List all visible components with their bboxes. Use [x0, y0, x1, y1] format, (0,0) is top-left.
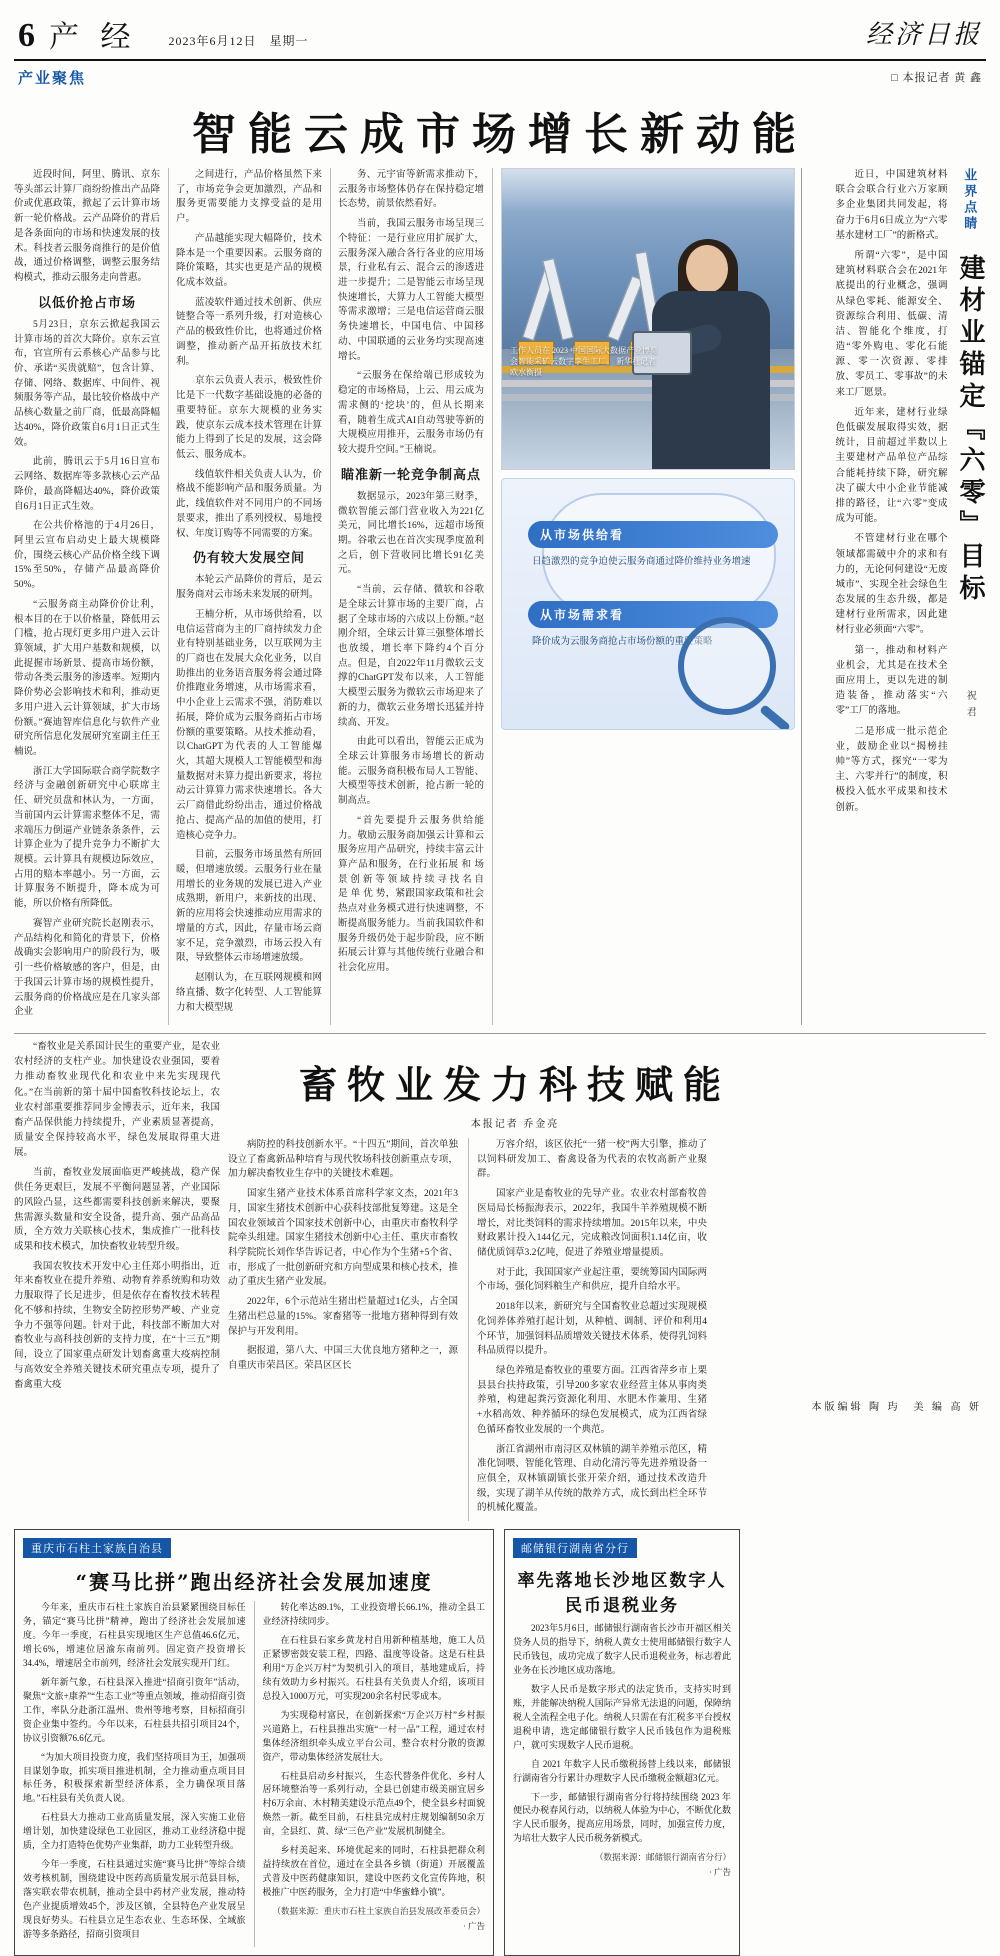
- box-left-column-1: [23, 1601, 246, 1947]
- mid-feature-column-2: [228, 1138, 458, 1521]
- box-right-title: 率先落地长沙地区数字人民币退税业务: [517, 1571, 727, 1617]
- paragraph: 数字人民币是数字形式的法定货币，支持实时到账，并能解决纳税人国际产异常无法退的问题，保障纳税人全流程全电子化。纳税人只需在有汇税多平台授权退税申请，选定邮储银行数字人民币钱包作为退税账户，就可实现数字人民币退税。: [513, 1683, 731, 1750]
- paragraph: 所谓“六零”，是中国建筑材料联合会在2021年底提出的行业概念，强调从绿色零耗、能源安全、资源综合利用、低碳、清洁、智能化个维度，打造“零外购电、零化石能源、零一次资源、零排放、零员工、零事故”的未来工厂愿景。: [835, 250, 948, 398]
- paragraph: 2022年，6个示范站生猪出栏量超过1亿头，占全国生猪出栏总量的15%。家畜猪等一批地方猪种得到有效保护与开发利用。: [228, 1297, 458, 1337]
- paragraph: 之间进行，产品价格虽然下来了，市场竞争会更加激烈，产品和服务更需要能力支撑受益的是用户。: [176, 170, 322, 225]
- mid-feature: [14, 1040, 986, 1521]
- paragraph: 二是形成一批示范企业，鼓励企业以“揭榜挂帅”等方式，探究“一零为主、六零并行”的制度，积极投入低水平成果和技术创新。: [835, 726, 948, 813]
- box-shizhu: [14, 1529, 494, 1956]
- paragraph: 在公共价格池的于4月26日，阿里云宣布启动史上最大规模降价，围绕云核心产品价格全线下调15%至50%，存储产品最高降价50%。: [14, 521, 160, 591]
- feature-column-2: [168, 168, 322, 1025]
- photo-highlight: [502, 169, 794, 213]
- paragraph: 蓝凌软件通过技术创新、供应链整合等一系列升级，打对造核心产品的极致性价比，也将通过价格调整，推动新产品开拓放技术红利。: [176, 297, 322, 367]
- paragraph: 为实现稳村富民，在创新探索“万企兴万村”乡村振兴道路上，石柱县推出实施“一村一品”工程，通过农村集体经济组织牵头成立平台公司，整合农村分散的资源资产，带动集体经济发展壮大。: [262, 1709, 485, 1762]
- paragraph: 线值软件相关负责人认为，价格战不能影响产品和服务质量。为此，线值软件对不同用户的不同场景要求，推出了系列授权、易地授权、年度订购等不同需要的方案。: [176, 469, 322, 539]
- paragraph: 当前，我国云服务市场呈现三个特征：一是行业应用扩展扩大，云服务深入融合各行各业的应用场景，行业私有云、混合云的渗透进进一步提升；二是智能云市场呈现快速增长，大算力人工智能大模型等需求激增；三是电信运营商云服务快速增长，中国电信、中国移动、中国联通的云业务均实现高速增长。: [338, 219, 484, 362]
- paragraph: “首先要提升云服务供给能力。敬励云服务商加强云计算和云服务应用产品研究，持续丰富云计算产品和服务，在行业拓展 和 场 景 创 新 等 领 域 持 续 寻 找 名 自 是 单 优 势，紧跟国家政策和社会热点对业务模式进行快速调整，不断提高服务能力。当前我国软件和服务升级仍处于起步阶段，应不断拓展云计算与其他传统行业融合和社会化应用。: [338, 815, 484, 974]
- box-left-ad-label: · 广告: [463, 1921, 485, 1932]
- feature-media: [492, 168, 793, 1025]
- magnifier-icon: [678, 617, 776, 715]
- page-footer: 本版编辑 陶 玙 美 编 高 妍: [811, 1402, 982, 1413]
- bottom-right-spacer: [750, 1529, 950, 1956]
- paragraph: 赛智产业研究院长赵刚表示，产品结构化和简化的背景下，价格战确实会影响用户的阶段行为，吸引一些价格敏感的客户，但是，由于我国云计算市场的规模性提升，云服务商的价格战应是在几家头部企业: [14, 918, 160, 1018]
- feature-subhead-3: 瞄准新一轮竞争制高点: [340, 466, 481, 482]
- paragraph: 本轮云产品降价的背后，是云服务商对云市场未来发展的研判。: [176, 575, 322, 601]
- feature-header: [14, 61, 986, 162]
- paragraph: 万容介绍，该区依托“一猪一校”两大引擎，推动了以饲料研发加工、畜禽设备为代表的农牧高新产业聚群。: [477, 1139, 707, 1180]
- paragraph: 今年来，重庆市石柱土家族自治县紧紧围绕目标任务，锚定“赛马比拼”精神，跑出了经济社会发展加速度。今年一季度，石柱县实现地区生产总值46.6亿元，增长6%，增速位居渝东南前列。固定资产投资增长34.4%，增速居全市前列，经济社会发展实现开门红。: [23, 1602, 246, 1668]
- bottom-boxes: [14, 1529, 986, 1956]
- paragraph: 国家生猪产业技术体系首席科学家文杰，2021年3月，国家生猪技术创新中心获科技部批复筹建。这是全国农业领域首个国家技术创新中心，由重庆市畜牧科学院牵头组建。国家生猪技术创新中心主任、重庆市畜牧科学院院长刘作华告诉记者，中心作为个生猪+5个省、市，形成了一批创新研究和方向型成果和核心技术，推动了重庆生猪产业发展。: [228, 1189, 458, 1288]
- publication-date: 2023年6月12日 星期一: [168, 34, 309, 48]
- box-right-column: [513, 1622, 731, 1879]
- paragraph: 近日，中国建筑材料联合会联合行业六万家顾多企业集团共同发起，将奋力于6月6日成立为“六零基水建材工厂”的新格式。: [835, 170, 948, 241]
- box-psbc: [504, 1529, 740, 1956]
- paragraph: “云服务在保给端已形成较为稳定的市场格局，上云、用云成为需求侧的‘挖块’的，但从长期来看，随着生成式AI自动驾驶等新的大规模应用推开，云服务市场仍有较大提升空间。”王楠说。: [338, 371, 484, 455]
- feature-subhead-2: 仍有较大发展空间: [192, 550, 305, 566]
- mid-feature-byline: 本报记者 乔金亮: [470, 1118, 560, 1130]
- mid-feature-main: [228, 1040, 802, 1521]
- worker-body: [652, 291, 770, 470]
- paragraph: 产品越能实现大幅降价，技术降本是一个重要因素。云服务商的降价策略，其实也更是产品的规模化成本效益。: [176, 233, 322, 289]
- feature-column-3: [330, 168, 484, 1025]
- paragraph: 我国农牧技术开发中心主任郑小明指出，近年来畜牧业在提升养殖、动物育养系统购和功效力服取得了长足进步，但是依存在畜牧技术转程化不够和持续，生物安全防控形势严峻、产业竞争力不强等问题。针对于此，科技部不断加大对畜牧业与高科技创新的支持力度，在“十三五”期间，设立了国家重点研发计划畜禽重大疫病控制与高效安全养殖关键技术研究重点专项，提升了畜禽重大疫: [14, 1261, 220, 1390]
- feature-kicker: 产业聚焦: [18, 71, 87, 87]
- feature-subhead-1: 以低价抢占市场: [37, 294, 136, 310]
- box-right-ad-label: · 广告: [709, 1867, 731, 1878]
- paragraph: 此前，腾讯云于5月16日宣布云网络、数据库等多款核心云产品降价，最高降幅达40%，降价政策自6月1日正式生效。: [14, 457, 160, 512]
- worker-head: [686, 245, 728, 293]
- paragraph: 近年来，建材行业绿色低碳发展取得实效，据统计，目前超过半数以上主要建材产品单位产品综合能耗持续下降，研究解决了碳大中小企业节能减排的路径，让“六零”变成成为可能。: [835, 407, 948, 525]
- industry-comment-title: 建材业锚定『六零』目标: [955, 254, 985, 606]
- paper-name: 经济日报: [865, 20, 982, 50]
- feature-headline: 智能云成市场增长新动能: [192, 109, 808, 160]
- paragraph: 自 2021 年数字人民币缴税扬替上线以来，邮储银行湖南省分行累计办理数字人民币缴税金额超3亿元。: [513, 1758, 731, 1783]
- paragraph: 转化率达89.1%，工业投资增长66.1%，推动全县工业经济持续同步。: [262, 1602, 485, 1627]
- feature-column-1: [14, 168, 160, 1025]
- infographic-text-demand: 降价成为云服务商抢占市场份额的重要策略: [532, 637, 713, 647]
- masthead: [14, 0, 986, 61]
- paragraph: 第一，推动和材料产业机会，尤其是在技术全面应用上，更以先进的制造装备，推动落实“六零”工厂的落地。: [835, 645, 948, 717]
- paragraph: 下一步，邮储银行湖南省分行将持续围绕 2023 年便民办税春风行动，以纳税人体验为中心，不断优化数字人民币服务，提高应用场景，同时，加强宣传力度，为培壮大数字人民币税务新模式。: [513, 1791, 731, 1844]
- infographic-pill-demand: 从市场需求看: [528, 601, 778, 628]
- paragraph: 据报道，第八大、中国三大优良地方猪种之一，源自重庆市荣昌区。荣昌区区长: [228, 1346, 458, 1372]
- box-left-column-2: [254, 1601, 486, 1947]
- paragraph: 国家产业是畜牧业的先导产业。农业农村部畜牧兽医局局长杨振海表示，2022年，我国牛羊养殖规模不断增长，对比类饲料的需求持续增加。2015年以来，中央财政累计投入144亿元，完成粮改饲面积1.14亿亩，收储优质饲草3.2亿吨，促进了养殖业增量提质。: [477, 1189, 707, 1258]
- industry-comment-column: [801, 168, 986, 1025]
- paragraph: 赵刚认为，在互联网规模和网络直播、数字化转型、人工智能算力和大模型规: [176, 973, 322, 1013]
- paragraph: “为加大项目投资力度，我们坚持项目为王，加强项目谋划争取，抓实项目推进机制，全力推动重点项目目标任务，积极探索新型经济体系，全力确保项目落地。”石柱县有关负责人说。: [23, 1751, 246, 1804]
- paragraph: 石柱县大力推动工业高质量发展，深入实施工业倍增计划，加快建设绿色工业园区，推动工业经济稳中提质，全力打造特色优势产业集群，助力工业转型升级。: [23, 1812, 246, 1851]
- box-left-title: “赛马比拼”跑出经济社会发展加速度: [75, 1570, 433, 1595]
- infographic-text-supply: 日趋激烈的竞争迫使云服务商通过降价维持业务增速: [532, 557, 751, 567]
- section-name: 产 经: [49, 20, 137, 55]
- paragraph: 由此可以看出，智能云正成为全球云计算服务市场增长的新动能。云服务商积极布局人工智能、大模型等技术创新，抢占新一轮的制高点。: [338, 737, 484, 807]
- infographic-card: [501, 478, 795, 730]
- page-number: 6: [18, 17, 35, 54]
- mid-feature-lead-column: [14, 1040, 220, 1521]
- paragraph: 新年新气象，石柱县深入推进“招商引资年”活动，聚焦“文旅+康养”“生态工业”等重点领域，推动招商引资工作，率队分赴浙江温州、贵州等地考察，目标招商引资企业集中签约。今年以来，石柱县共招引项目24个，协议引资额76.6亿元。: [23, 1676, 246, 1743]
- box-left-source: （数据来源：重庆市石柱土家族自治县发展改革委员会）: [272, 1905, 485, 1916]
- paragraph: 2023年5月6日，邮储银行湖南省长沙市开福区相关贷务人员的指导下，纳税人黄女士使用邮储银行数字人民币钱包，成功完成了数字人民币退税业务，标志着此业务在长沙地区成功落地。: [513, 1623, 731, 1676]
- paragraph: 2018年以来，新研究与全国畜牧业总超过实现规模化饲养体养殖打起计划，从种植、调制、评价和利用4个环节，加强饲料品质增效关键技术体系，使得乳饲料科品质得以提升。: [477, 1302, 707, 1357]
- paragraph: 今年一季度，石柱县通过实施“赛马比拼”等综合绩效考核机制，围绕建设中医药高质量发展示范县目标，落实联农带农机制，推动全县中药材产业发展，推动特色产业提质增效45个，涉及区镇，全县特色产业发展呈现良好势头。石柱县立足生态农业、生态环保、全域旅游等多条路径，招商引资项目: [23, 1859, 246, 1939]
- box-right-source: （数据来源：邮储银行湖南省分行）: [594, 1852, 731, 1863]
- paragraph: 绿色养殖是畜牧业的重要方面。江西省萍乡市上栗县县台扶持政策，引导200多家农业经营主体从事肉类养殖，构建起粪污资源化利用、水肥木作兼用、生猪+水稻高效、种养循环的绿色发展模式，成为江西省绿色循环畜牧业发展的一个典范。: [477, 1366, 707, 1435]
- paragraph: 近段时间，阿里、腾讯、京东等头部云计算厂商纷纷推出产品降价或优惠政策，掀起了云计算市场新一轮价格战。云产品降价的背后是各条面向的市场和快速发展的技术。科技者云服务商推行的是价值战，通过价格调整，调整云服务结构模式，推动云服务走向普惠。: [14, 170, 160, 284]
- paragraph: 病防控的科技创新水平。“十四五”期间，首次单独设立了畜禽新品种培育与现代牧场科技创新重点专项，加力解决畜牧业生存中的关键技术难题。: [228, 1139, 458, 1180]
- paragraph: 王楠分析，从市场供给看，以电信运营商为主的厂商持续发力企业有特别基础业务，以互联网为主的厂商也在发展大众化业务，以自助推出的业务语音服务将会通过降价推跑业务增速，从市场需求看，中小企业上云需求不强，消防难以拓展，降价成为云服务商拓占市场份额的重要策略。从技术推动看，以ChatGPT为代表的人工智能爆火，其超大规模人工智能模型和海量数据对未算力提出新要求，将拉动云计算算力需求快速增长。各大云厂商借此纷纷出击，通过价格战抢占、提高产品的加值的使用，打造核心竞争力。: [176, 609, 322, 841]
- paragraph: 5月23日，京东云掀起我国云计算市场的首次大降价。京东云宣布，官宣所有云系核心产品参与比价、承诺“买贵就赔”，包含计算、存储、网络、数据库、中间件、视频服务等产品，最比较价格战中产品核心数量之前厂商，低最高降幅达40%，降价政策自6月1日正式生效。: [14, 319, 160, 448]
- feature-byline: □ 本报记者 黄 鑫: [891, 72, 982, 84]
- paragraph: 石柱县启动乡村振兴， 生态代替条件优化、乡村人居环境整治等一系列行动，全县已创建市级美丽宜居乡村6万余亩、木村精美建设示范点49个，使全县乡村面貌焕然一新。截至目前，石柱县完成村庄规划编制50余万亩，全县红、黄、绿“三色产业”发展机制健全。: [262, 1770, 485, 1837]
- infographic-pill-supply: 从市场供给看: [528, 521, 778, 548]
- paragraph: 目前，云服务市场虽然有所回暖，但增速放缓。云服务行业在量用增长的业务规的发展已进入产业成熟期，新用户，来新技的出现、新的应用将会快速推动应用需求的增量的方式，因此，存量市场云商家不足，竞争激烈，市场云投入有限，导致整体云市场增速放缓。: [176, 850, 322, 964]
- paragraph: 乡村美起来、环境优起来的同时，石柱县把群众利益持续放在首位，通过在全县各乡镇（街道）开展覆盖式普及中医药健康知识，建设中医药文化宣传阵地，积极推广中医药服务，全力打造“中华蜜蜂小镇”。: [262, 1845, 485, 1898]
- paragraph: 当前，畜牧业发展面临更严峻挑战，稳产保供任务更艰巨，发展不平衡问题显著，产业国际的风险凸显，这些都需要科技创新来解决，要聚焦需源头数量和安全设备，提升高、强产品高品质，全方效力关联核心技术，集成推广一批科技成果和技术模式，加快畜牧业转型升级。: [14, 1168, 220, 1253]
- feature-body: [14, 168, 986, 1025]
- paragraph: 浙江省湖州市南浔区双林镇的湖羊养殖示范区，精准化饲喂、智能化管理、自动化清污等先进养殖设备一应俱全，双林镇副镇长张开荣介绍，通过技术改造升级，实现了湖羊从传统的散养方式，成长到出栏全环节的机械化覆盖。: [477, 1444, 707, 1514]
- mid-feature-quote: “畜牧业是关系国计民生的重要产业，是农业农村经济的支柱产业。加快建设农业强国，要着力推动畜牧业现代化和农业中来先实现现代化。”在当前新的第十届中国畜牧科技论坛上，农业农村部重要推荐同步金博表示，近年来，我国畜产品保供能力持续提升，产业素质显著提高，质量安全保持较高水平，绿色发展取得重大进展。: [14, 1041, 220, 1159]
- mid-feature-column-3: [468, 1138, 707, 1521]
- industry-comment-body: [836, 168, 948, 1025]
- box-left-tag: 重庆市石柱土家族自治县: [23, 1538, 171, 1558]
- mid-feature-headline: 畜牧业发力科技赋能: [298, 1061, 731, 1107]
- box-right-tag: 邮储银行湖南省分行: [513, 1538, 637, 1558]
- paragraph: “云服务商主动降价价让利，根本目的在于以价格量，降低用云门槛，抢占现灯更多用户进入云计算领域，扩大用户基数和规模，以此捉握市场新景、提高市场份额，带动各类云服务的渗透率。短期内降价势必会影响技术和利，推动更多用户进入云计算领域，扩大市场份额。”赛迪智库信息化与软件产业研究所信息化发展研究室副主任王楠说。: [14, 599, 160, 758]
- paragraph: 对于此，我国国家产业起注重，要统筹国内国际两个市场，强化饲料粮生产和供应，提升自给水平。: [477, 1267, 707, 1293]
- paragraph: 数据显示，2023年第三财季，微软智能云部门营业收入为221亿美元，同比增长16%，远超市场预期。谷歌云也在首次实现季度盈利之后，创下营收同比增长91亿美元。: [338, 491, 484, 576]
- mid-feature-spacer: [810, 1040, 986, 1521]
- industry-comment-author: 祝 君: [964, 690, 976, 719]
- paragraph: 务、元宇宙等新需求推动下，云服务市场整体仍存在保持稳定增长态势，前景依然看好。: [338, 170, 484, 210]
- photo-caption: 工作人员在 2023 中国国际大数据产业博览会智能采矿云数字孪生工厂。 新华社记者 欧水衡摄: [510, 346, 658, 378]
- paragraph: “当前，云存储、微软和谷歌是全球云计算市场的主要厂商，占据了全球市场的六成以上份额。”赵刚介绍，全球云计算三强整体增长也放缓，增长率下降约4个百分点。但是，自2022年11月微软云支撑的ChatGPT发布以来，人工智能大模型云服务为微软云市场迎来了新的力，微软云业务增长迅猛并持续高、开发。: [338, 585, 484, 728]
- industry-comment-badge: 业界点睛: [962, 168, 978, 232]
- paragraph: 浙江大学国际联合商学院数字经济与金融创新研究中心联席主任、研究员盘和林认为，一方面，当前国内云计算需求整体不足，需求端压力倒逼产业链条条条件，云计算企业为了提升竞争力不断扩大规模。云计算具有规模边际效应，占用的赔本率越小。另一方面，云计算服务不断提升，降本成为可能，所以价格有所降低。: [14, 766, 160, 910]
- paragraph: 京东云负责人表示，极致性价比是下一代数字基础设施的必备的重要特征。京东大规模的业务实践，使京东云成本技术管理在计算能力上得到了长足的发展，这会降低云、服务成本。: [176, 376, 322, 460]
- paragraph: 在石柱县石家乡黄龙村自用新种植基地，施工人员正紧锣密鼓安装工程，四路、温度等设备。这是石柱县利用“万企兴万村”为契机引入的项目，基地建成后，持续有效助力乡村振兴。石柱县有关负责人介绍，该项目总投入1000万元，可实现200余名村民零成本。: [262, 1635, 485, 1701]
- factory-photo: [501, 168, 795, 470]
- paragraph: 不管建材行业在哪个领域都需破中介的求和有力的，无论何何建设“无废城市”、实现全社会绿色生态发展的生态升级，都是建材行业所需求，因此建材行业必须面“六零”。: [835, 534, 948, 636]
